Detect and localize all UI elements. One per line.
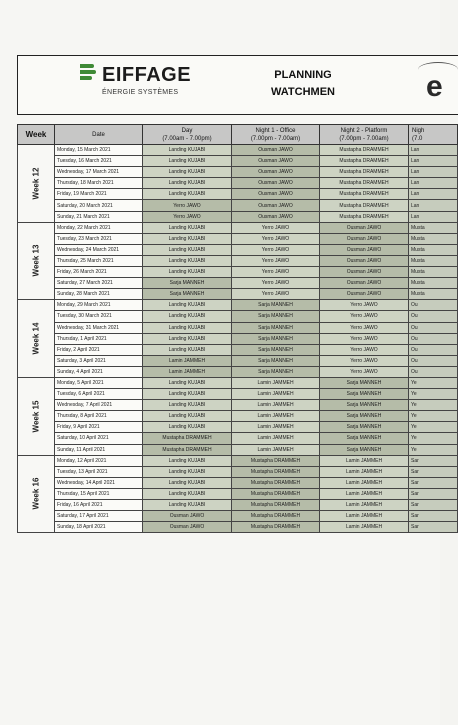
table-row [18,522,458,533]
brand-subtitle: ÉNERGIE SYSTÈMES [102,89,179,96]
brand-name: EIFFAGE [102,64,192,86]
date-cell: Friday, 19 March 2021 [55,189,143,200]
week-label [18,455,55,533]
table-row [18,377,458,388]
column-header-night1-label: Night 1 - Office [255,127,296,134]
night3-shift-cell: Ou [409,333,458,344]
night3-shift-cell: Lan [409,178,458,189]
column-header-night2-hours: (7.00pm - 7.00am) [339,135,389,142]
night2-shift-cell: Yerro JAWO [320,355,409,366]
night1-shift-cell: Mustapha DRAMMEH [232,522,320,533]
night1-shift-cell: Sarja MANNEH [232,333,320,344]
table-row [18,477,458,488]
day-shift-cell: Landing KUJABI [143,156,232,167]
night2-shift-cell: Yerro JAWO [320,366,409,377]
night1-shift-cell: Ousman JAWO [232,189,320,200]
date-cell: Saturday, 3 April 2021 [55,355,143,366]
date-cell: Wednesday, 31 March 2021 [55,322,143,333]
schedule-body [18,145,458,533]
night1-shift-cell: Yerro JAWO [232,222,320,233]
night1-shift-cell: Lamin JAMMEH [232,389,320,400]
table-row [18,156,458,167]
day-shift-cell: Yerro JAWO [143,200,232,211]
night1-shift-cell: Sarja MANNEH [232,355,320,366]
table-row [18,244,458,255]
night2-shift-cell: Ousman JAWO [320,222,409,233]
date-cell: Friday, 2 April 2021 [55,344,143,355]
night1-shift-cell: Mustapha DRAMMEH [232,500,320,511]
table-row [18,455,458,466]
night1-shift-cell: Sarja MANNEH [232,344,320,355]
table-row [18,411,458,422]
column-header-day-hours: (7.00am - 7.00pm) [162,135,212,142]
night3-shift-cell: Sar [409,488,458,499]
night2-shift-cell: Ousman JAWO [320,267,409,278]
table-row [18,389,458,400]
date-cell: Monday, 22 March 2021 [55,222,143,233]
table-row [18,200,458,211]
week-label [18,300,55,378]
night3-shift-cell: Musta [409,222,458,233]
night3-shift-cell: Lan [409,211,458,222]
table-row [18,255,458,266]
night3-shift-cell: Ou [409,344,458,355]
night3-shift-cell: Lan [409,156,458,167]
day-shift-cell: Landing KUJABI [143,233,232,244]
date-cell: Thursday, 18 March 2021 [55,178,143,189]
day-shift-cell: Sarja MANNEH [143,278,232,289]
night3-shift-cell: Ou [409,311,458,322]
title-line-1: PLANNING [274,69,332,81]
night2-shift-cell: Sarja MANNEH [320,411,409,422]
night1-shift-cell: Ousman JAWO [232,211,320,222]
night1-shift-cell: Sarja MANNEH [232,366,320,377]
day-shift-cell: Landing KUJABI [143,267,232,278]
date-cell: Monday, 12 April 2021 [55,455,143,466]
table-row [18,222,458,233]
day-shift-cell: Sarja MANNEH [143,289,232,300]
table-row [18,488,458,499]
date-cell: Tuesday, 16 March 2021 [55,156,143,167]
night1-shift-cell: Lamin JAMMEH [232,422,320,433]
date-cell: Saturday, 20 March 2021 [55,200,143,211]
night1-shift-cell: Yerro JAWO [232,278,320,289]
column-header-day [143,125,232,145]
day-shift-cell: Landing KUJABI [143,344,232,355]
night3-shift-cell: Musta [409,289,458,300]
date-cell: Monday, 15 March 2021 [55,145,143,156]
date-cell: Tuesday, 23 March 2021 [55,233,143,244]
column-header-day-label: Day [181,127,193,134]
night3-shift-cell: Ye [409,444,458,455]
day-shift-cell: Landing KUJABI [143,222,232,233]
column-header-night2 [320,125,409,145]
night1-shift-cell: Ousman JAWO [232,178,320,189]
date-cell: Friday, 16 April 2021 [55,500,143,511]
night3-shift-cell: Sar [409,466,458,477]
night2-shift-cell: Sarja MANNEH [320,422,409,433]
night1-shift-cell: Yerro JAWO [232,267,320,278]
night2-shift-cell: Mustapha DRAMMEH [320,156,409,167]
night2-shift-cell: Mustapha DRAMMEH [320,189,409,200]
night2-shift-cell: Sarja MANNEH [320,444,409,455]
day-shift-cell: Landing KUJABI [143,189,232,200]
night1-shift-cell: Sarja MANNEH [232,300,320,311]
day-shift-cell: Landing KUJABI [143,422,232,433]
day-shift-cell: Landing KUJABI [143,311,232,322]
night2-shift-cell: Sarja MANNEH [320,389,409,400]
night3-shift-cell: Musta [409,244,458,255]
day-shift-cell: Landing KUJABI [143,400,232,411]
night1-shift-cell: Ousman JAWO [232,167,320,178]
night2-shift-cell: Mustapha DRAMMEH [320,200,409,211]
table-row [18,300,458,311]
day-shift-cell: Landing KUJABI [143,322,232,333]
date-cell: Saturday, 27 March 2021 [55,278,143,289]
night2-shift-cell: Lamin JAMMEH [320,500,409,511]
day-shift-cell: Landing KUJABI [143,389,232,400]
corner-logo-letter: e [426,70,443,103]
eiffage-logo-icon [80,64,98,86]
day-shift-cell: Yerro JAWO [143,211,232,222]
day-shift-cell: Lamin JAMMEH [143,366,232,377]
week-label [18,145,55,223]
night2-shift-cell: Lamin JAMMEH [320,511,409,522]
week-label [18,222,55,300]
night3-shift-cell: Musta [409,255,458,266]
night3-shift-cell: Ye [409,422,458,433]
week-label [18,377,55,455]
table-row [18,178,458,189]
night3-shift-cell: Sar [409,455,458,466]
night3-shift-cell: Musta [409,233,458,244]
night1-shift-cell: Lamin JAMMEH [232,444,320,455]
table-row [18,400,458,411]
night3-shift-cell: Sar [409,522,458,533]
date-cell: Sunday, 11 April 2021 [55,444,143,455]
night2-shift-cell: Ousman JAWO [320,278,409,289]
column-header-week: Week [18,125,55,145]
night3-shift-cell: Sar [409,500,458,511]
night2-shift-cell: Mustapha DRAMMEH [320,178,409,189]
date-cell: Saturday, 17 April 2021 [55,511,143,522]
date-cell: Thursday, 25 March 2021 [55,255,143,266]
day-shift-cell: Landing KUJABI [143,244,232,255]
date-cell: Tuesday, 30 March 2021 [55,311,143,322]
night1-shift-cell: Yerro JAWO [232,289,320,300]
night1-shift-cell: Mustapha DRAMMEH [232,511,320,522]
date-cell: Sunday, 18 April 2021 [55,522,143,533]
table-row [18,422,458,433]
table-row [18,333,458,344]
column-header-night3-label: Nigh [412,127,425,134]
day-shift-cell: Ousman JAWO [143,511,232,522]
night2-shift-cell: Lamin JAMMEH [320,455,409,466]
date-cell: Monday, 29 March 2021 [55,300,143,311]
date-cell: Saturday, 10 April 2021 [55,433,143,444]
table-row [18,344,458,355]
date-cell: Thursday, 1 April 2021 [55,333,143,344]
column-header-night2-label: Night 2 - Platform [340,127,388,134]
night1-shift-cell: Yerro JAWO [232,233,320,244]
night2-shift-cell: Lamin JAMMEH [320,466,409,477]
day-shift-cell: Lamin JAMMEH [143,355,232,366]
table-header-row [18,125,458,145]
day-shift-cell: Landing KUJABI [143,333,232,344]
night2-shift-cell: Yerro JAWO [320,311,409,322]
table-row [18,289,458,300]
date-cell: Sunday, 21 March 2021 [55,211,143,222]
table-row [18,500,458,511]
night2-shift-cell: Ousman JAWO [320,289,409,300]
date-cell: Wednesday, 24 March 2021 [55,244,143,255]
week-label-text: Week 12 [31,167,41,200]
night2-shift-cell: Yerro JAWO [320,322,409,333]
night3-shift-cell: Ye [409,411,458,422]
week-label-text: Week 16 [31,478,41,510]
night3-shift-cell: Ou [409,366,458,377]
night3-shift-cell: Sar [409,477,458,488]
night1-shift-cell: Yerro JAWO [232,244,320,255]
table-row [18,145,458,156]
day-shift-cell: Landing KUJABI [143,145,232,156]
day-shift-cell: Ousman JAWO [143,522,232,533]
table-row [18,511,458,522]
day-shift-cell: Landing KUJABI [143,455,232,466]
table-row [18,267,458,278]
night2-shift-cell: Ousman JAWO [320,233,409,244]
night1-shift-cell: Mustapha DRAMMEH [232,466,320,477]
night2-shift-cell: Sarja MANNEH [320,400,409,411]
column-header-night3 [409,125,458,145]
night3-shift-cell: Lan [409,189,458,200]
table-row [18,322,458,333]
document-title [248,67,358,101]
night3-shift-cell: Lan [409,200,458,211]
column-header-date: Date [55,125,143,145]
company-logo [80,64,200,100]
date-cell: Friday, 9 April 2021 [55,422,143,433]
night2-shift-cell: Yerro JAWO [320,333,409,344]
schedule-table [17,124,458,533]
date-cell: Sunday, 28 March 2021 [55,289,143,300]
day-shift-cell: Landing KUJABI [143,500,232,511]
night3-shift-cell: Musta [409,267,458,278]
night1-shift-cell: Lamin JAMMEH [232,433,320,444]
night3-shift-cell: Ye [409,377,458,388]
night1-shift-cell: Mustapha DRAMMEH [232,455,320,466]
day-shift-cell: Landing KUJABI [143,178,232,189]
night1-shift-cell: Lamin JAMMEH [232,400,320,411]
date-cell: Friday, 26 March 2021 [55,267,143,278]
night2-shift-cell: Mustapha DRAMMEH [320,211,409,222]
table-row [18,444,458,455]
date-cell: Tuesday, 6 April 2021 [55,389,143,400]
night3-shift-cell: Lan [409,145,458,156]
night2-shift-cell: Mustapha DRAMMEH [320,145,409,156]
night3-shift-cell: Lan [409,167,458,178]
table-row [18,466,458,477]
night3-shift-cell: Ye [409,433,458,444]
day-shift-cell: Landing KUJABI [143,477,232,488]
table-row [18,311,458,322]
day-shift-cell: Landing KUJABI [143,488,232,499]
column-header-night1-hours: (7.00pm - 7.00am) [250,135,301,142]
table-row [18,167,458,178]
night1-shift-cell: Sarja MANNEH [232,322,320,333]
night3-shift-cell: Ou [409,300,458,311]
night1-shift-cell: Ousman JAWO [232,156,320,167]
night1-shift-cell: Lamin JAMMEH [232,377,320,388]
table-row [18,355,458,366]
table-row [18,211,458,222]
night1-shift-cell: Sarja MANNEH [232,311,320,322]
week-label-text: Week 13 [31,245,41,277]
date-cell: Monday, 5 April 2021 [55,377,143,388]
night1-shift-cell: Mustapha DRAMMEH [232,477,320,488]
day-shift-cell: Landing KUJABI [143,167,232,178]
table-row [18,366,458,377]
night2-shift-cell: Lamin JAMMEH [320,477,409,488]
document-header [17,55,458,115]
table-row [18,189,458,200]
night3-shift-cell: Ou [409,355,458,366]
night3-shift-cell: Ou [409,322,458,333]
night2-shift-cell: Lamin JAMMEH [320,522,409,533]
night1-shift-cell: Lamin JAMMEH [232,411,320,422]
night2-shift-cell: Ousman JAWO [320,255,409,266]
night1-shift-cell: Mustapha DRAMMEH [232,488,320,499]
date-cell: Wednesday, 17 March 2021 [55,167,143,178]
day-shift-cell: Landing KUJABI [143,466,232,477]
night2-shift-cell: Sarja MANNEH [320,433,409,444]
date-cell: Wednesday, 7 April 2021 [55,400,143,411]
table-row [18,278,458,289]
table-row [18,433,458,444]
table-row [18,233,458,244]
day-shift-cell: Landing KUJABI [143,255,232,266]
night2-shift-cell: Sarja MANNEH [320,377,409,388]
night3-shift-cell: Musta [409,278,458,289]
night3-shift-cell: Sar [409,511,458,522]
date-cell: Wednesday, 14 April 2021 [55,477,143,488]
night2-shift-cell: Yerro JAWO [320,300,409,311]
column-header-night3-hours: (7.0 [412,135,423,142]
night3-shift-cell: Ye [409,400,458,411]
night1-shift-cell: Ousman JAWO [232,145,320,156]
day-shift-cell: Landing KUJABI [143,411,232,422]
date-cell: Thursday, 15 April 2021 [55,488,143,499]
day-shift-cell: Landing KUJABI [143,377,232,388]
date-cell: Thursday, 8 April 2021 [55,411,143,422]
night1-shift-cell: Yerro JAWO [232,255,320,266]
day-shift-cell: Mustapha DRAMMEH [143,433,232,444]
week-label-text: Week 15 [31,400,41,433]
day-shift-cell: Landing KUJABI [143,300,232,311]
night2-shift-cell: Mustapha DRAMMEH [320,167,409,178]
date-cell: Tuesday, 13 April 2021 [55,466,143,477]
night2-shift-cell: Ousman JAWO [320,244,409,255]
night2-shift-cell: Yerro JAWO [320,344,409,355]
date-cell: Sunday, 4 April 2021 [55,366,143,377]
night1-shift-cell: Ousman JAWO [232,200,320,211]
week-label-text: Week 14 [31,322,41,355]
day-shift-cell: Mustapha DRAMMEH [143,444,232,455]
night2-shift-cell: Lamin JAMMEH [320,488,409,499]
column-header-night1 [232,125,320,145]
night3-shift-cell: Ye [409,389,458,400]
title-line-2: WATCHMEN [271,86,335,98]
